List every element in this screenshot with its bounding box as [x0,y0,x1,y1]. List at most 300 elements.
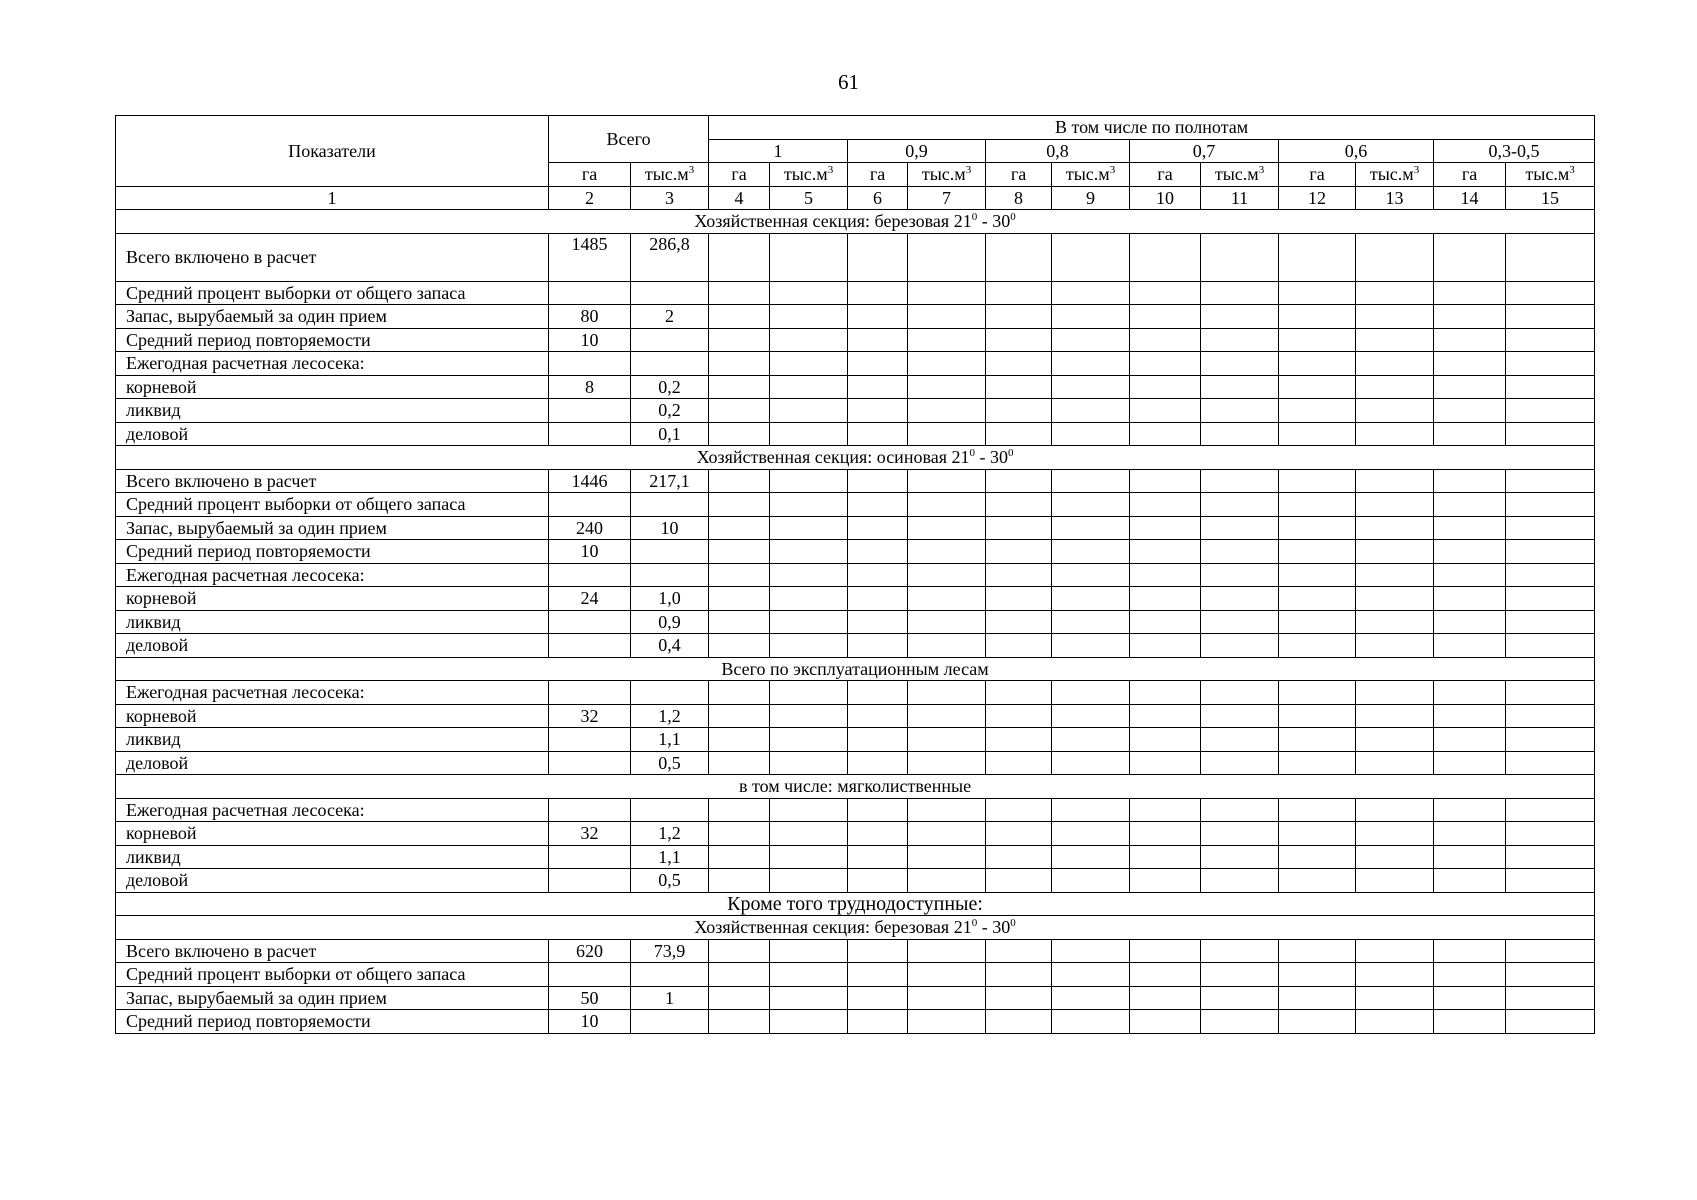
empty-cell [1506,493,1595,517]
empty-cell [1201,587,1279,611]
total-ha-cell [549,563,631,587]
empty-cell [908,634,986,658]
row-label: Средний период повторяемости [116,328,549,352]
empty-cell [770,587,848,611]
empty-cell [908,751,986,775]
total-ha-cell: 32 [549,822,631,846]
empty-cell [1052,963,1130,987]
empty-cell [1052,233,1130,281]
empty-cell [1052,1010,1130,1034]
empty-cell [908,869,986,893]
row-label: Ежегодная расчетная лесосека: [116,681,549,705]
empty-cell [908,305,986,329]
empty-cell [1130,328,1201,352]
density-header: 0,6 [1279,139,1434,163]
empty-cell [908,233,986,281]
empty-cell [770,469,848,493]
total-ha-cell [549,422,631,446]
table-body [116,116,1595,1034]
empty-cell [1434,798,1506,822]
empty-cell [709,798,770,822]
empty-cell [908,328,986,352]
section-title-degree: 0 [1007,447,1014,460]
total-volume-cell: 217,1 [631,469,709,493]
empty-cell [1356,822,1434,846]
empty-cell [986,869,1052,893]
table-row [116,681,1595,705]
unit-volume-exponent: 3 [1258,164,1265,177]
empty-cell [1130,516,1201,540]
row-label: корневой [116,375,549,399]
empty-cell [1130,939,1201,963]
unit-volume-exponent: 3 [965,164,972,177]
unit-volume [770,163,848,187]
empty-cell [1434,540,1506,564]
total-volume-cell [631,281,709,305]
empty-cell [1130,751,1201,775]
empty-cell [1506,751,1595,775]
empty-cell [1279,305,1356,329]
empty-cell [1356,986,1434,1010]
empty-cell [986,728,1052,752]
empty-cell [1052,822,1130,846]
section-title-text: в том числе: мягколиственные [738,776,972,797]
empty-cell [986,516,1052,540]
section-title-range: - 30 [977,211,1011,232]
empty-cell [770,540,848,564]
table-row [116,516,1595,540]
table-row [116,634,1595,658]
empty-cell [908,986,986,1010]
table-row [116,422,1595,446]
empty-cell [848,610,908,634]
empty-cell [1201,540,1279,564]
empty-cell [848,352,908,376]
empty-cell [1130,540,1201,564]
table-row [116,798,1595,822]
empty-cell [1356,751,1434,775]
row-label: Средний процент выборки от общего запаса [116,281,549,305]
empty-cell [986,634,1052,658]
section-title-text: Всего по эксплуатационным лесам [721,658,989,679]
empty-cell [1130,986,1201,1010]
empty-cell [986,493,1052,517]
empty-cell [1201,939,1279,963]
empty-cell [1130,563,1201,587]
empty-cell [1130,845,1201,869]
section-title-row [116,916,1595,940]
empty-cell [1279,563,1356,587]
empty-cell [1279,939,1356,963]
total-volume-cell [631,1010,709,1034]
unit-volume [1506,163,1595,187]
row-label: Ежегодная расчетная лесосека: [116,798,549,822]
total-ha-cell [549,281,631,305]
row-label: деловой [116,422,549,446]
empty-cell [1201,751,1279,775]
column-number: 12 [1279,186,1356,210]
total-volume-cell: 10 [631,516,709,540]
column-number: 15 [1506,186,1595,210]
total-volume-cell [631,963,709,987]
empty-cell [1130,375,1201,399]
section-title [116,657,1595,681]
total-volume-cell: 1,1 [631,845,709,869]
empty-cell [1279,845,1356,869]
empty-cell [1506,563,1595,587]
empty-cell [709,305,770,329]
unit-volume-text: тыс.м [644,164,689,185]
section-title [116,916,1595,940]
empty-cell [1279,610,1356,634]
page-number: 61 [838,70,859,94]
empty-cell [1130,352,1201,376]
empty-cell [1506,681,1595,705]
empty-cell [1506,986,1595,1010]
section-title [116,210,1595,234]
empty-cell [1356,493,1434,517]
empty-cell [908,469,986,493]
table-row [116,375,1595,399]
empty-cell [1130,822,1201,846]
table-row [116,822,1595,846]
total-volume-cell [631,681,709,705]
empty-cell [770,1010,848,1034]
empty-cell [1052,375,1130,399]
total-ha-cell: 80 [549,305,631,329]
empty-cell [770,422,848,446]
total-volume-cell: 1,1 [631,728,709,752]
total-ha-cell [549,681,631,705]
empty-cell [1201,728,1279,752]
total-ha-cell [549,493,631,517]
empty-cell [709,845,770,869]
row-label: деловой [116,751,549,775]
empty-cell [1279,516,1356,540]
empty-cell [1130,399,1201,423]
empty-cell [1434,233,1506,281]
table-row [116,587,1595,611]
total-ha-cell [549,728,631,752]
empty-cell [1052,634,1130,658]
empty-cell [1506,1010,1595,1034]
total-ha-cell: 8 [549,375,631,399]
empty-cell [848,305,908,329]
total-ha-cell: 10 [549,328,631,352]
empty-cell [986,939,1052,963]
row-label: Запас, вырубаемый за один прием [116,516,549,540]
table-row [116,869,1595,893]
density-header: 0,9 [848,139,986,163]
empty-cell [848,281,908,305]
total-volume-cell: 0,5 [631,751,709,775]
empty-cell [770,352,848,376]
empty-cell [848,375,908,399]
empty-cell [1052,493,1130,517]
empty-cell [770,845,848,869]
empty-cell [908,563,986,587]
empty-cell [770,986,848,1010]
empty-cell [1434,845,1506,869]
empty-cell [1130,704,1201,728]
total-volume-cell: 1,2 [631,822,709,846]
unit-volume-text: тыс.м [1369,164,1414,185]
total-ha-cell [549,399,631,423]
empty-cell [1052,728,1130,752]
empty-cell [1052,563,1130,587]
empty-cell [986,233,1052,281]
row-label: Средний период повторяемости [116,1010,549,1034]
empty-cell [709,822,770,846]
empty-cell [709,540,770,564]
empty-cell [770,563,848,587]
total-volume-cell [631,328,709,352]
total-ha-cell [549,610,631,634]
empty-cell [986,375,1052,399]
total-volume-cell: 1 [631,986,709,1010]
empty-cell [986,305,1052,329]
empty-cell [1434,516,1506,540]
table-row [116,399,1595,423]
empty-cell [1434,563,1506,587]
empty-cell [1506,281,1595,305]
unit-ha: га [986,163,1052,187]
empty-cell [848,634,908,658]
empty-cell [1279,681,1356,705]
table-row [116,281,1595,305]
empty-cell [709,516,770,540]
empty-cell [1434,305,1506,329]
total-volume-cell: 0,9 [631,610,709,634]
empty-cell [1130,422,1201,446]
empty-cell [1356,422,1434,446]
empty-cell [770,704,848,728]
empty-cell [1130,493,1201,517]
empty-cell [1279,1010,1356,1034]
empty-cell [908,493,986,517]
empty-cell [1279,233,1356,281]
empty-cell [908,1010,986,1034]
row-label: деловой [116,869,549,893]
empty-cell [848,1010,908,1034]
table-row [116,563,1595,587]
empty-cell [1201,845,1279,869]
empty-cell [709,704,770,728]
section-title [116,446,1595,470]
empty-cell [1434,822,1506,846]
empty-cell [1506,587,1595,611]
header-row-1 [116,116,1595,140]
empty-cell [1506,869,1595,893]
row-label: корневой [116,822,549,846]
empty-cell [1130,681,1201,705]
empty-cell [709,869,770,893]
section-title-row [116,892,1595,916]
empty-cell [908,798,986,822]
unit-volume-text: тыс.м [1065,164,1110,185]
empty-cell [1130,587,1201,611]
empty-cell [1052,986,1130,1010]
empty-cell [1434,986,1506,1010]
empty-cell [1279,352,1356,376]
table-row [116,540,1595,564]
empty-cell [1279,469,1356,493]
unit-volume-exponent: 3 [1109,164,1116,177]
empty-cell [1356,352,1434,376]
section-title-degree: 0 [971,917,978,930]
empty-cell [1356,563,1434,587]
total-ha-cell: 10 [549,540,631,564]
empty-cell [1506,939,1595,963]
empty-cell [986,845,1052,869]
empty-cell [1130,281,1201,305]
empty-cell [709,751,770,775]
row-label: Запас, вырубаемый за один прием [116,986,549,1010]
total-ha-cell [549,963,631,987]
empty-cell [709,986,770,1010]
empty-cell [1356,375,1434,399]
empty-cell [1201,822,1279,846]
empty-cell [1201,399,1279,423]
density-header: 1 [709,139,848,163]
total-ha-cell: 24 [549,587,631,611]
total-volume-cell [631,798,709,822]
empty-cell [986,751,1052,775]
empty-cell [1052,352,1130,376]
empty-cell [1201,516,1279,540]
empty-cell [770,634,848,658]
column-number: 6 [848,186,908,210]
empty-cell [986,587,1052,611]
row-label: корневой [116,587,549,611]
empty-cell [1434,587,1506,611]
unit-volume-exponent: 3 [827,164,834,177]
density-header: 0,7 [1130,139,1279,163]
empty-cell [1434,328,1506,352]
empty-cell [908,281,986,305]
table-row [116,963,1595,987]
empty-cell [770,751,848,775]
row-label: корневой [116,704,549,728]
row-label: Всего включено в расчет [116,939,549,963]
total-volume-cell: 0,4 [631,634,709,658]
empty-cell [1356,798,1434,822]
empty-cell [1434,681,1506,705]
header-total: Всего [549,116,709,163]
empty-cell [1279,281,1356,305]
empty-cell [1201,352,1279,376]
empty-cell [1506,375,1595,399]
empty-cell [908,681,986,705]
empty-cell [908,540,986,564]
empty-cell [709,1010,770,1034]
empty-cell [1052,399,1130,423]
empty-cell [709,963,770,987]
column-number: 10 [1130,186,1201,210]
section-title-text: Хозяйственная секция: осиновая 21 [696,447,970,468]
total-ha-cell: 10 [549,1010,631,1034]
empty-cell [1052,328,1130,352]
empty-cell [1130,233,1201,281]
empty-cell [1434,610,1506,634]
row-label: Средний процент выборки от общего запаса [116,493,549,517]
empty-cell [986,422,1052,446]
row-label: Ежегодная расчетная лесосека: [116,563,549,587]
empty-cell [1279,634,1356,658]
empty-cell [770,305,848,329]
section-title-text: Хозяйственная секция: березовая 21 [694,917,972,938]
unit-ha: га [1279,163,1356,187]
section-title-text: Хозяйственная секция: березовая 21 [694,211,972,232]
empty-cell [1356,399,1434,423]
column-number: 5 [770,186,848,210]
total-ha-cell [549,751,631,775]
total-ha-cell [549,352,631,376]
empty-cell [848,233,908,281]
empty-cell [1356,869,1434,893]
empty-cell [1356,610,1434,634]
empty-cell [1052,869,1130,893]
empty-cell [1130,963,1201,987]
column-number: 14 [1434,186,1506,210]
total-volume-cell: 0,5 [631,869,709,893]
empty-cell [1356,587,1434,611]
table-row [116,939,1595,963]
empty-cell [848,563,908,587]
empty-cell [1130,305,1201,329]
unit-ha: га [1434,163,1506,187]
empty-cell [1506,610,1595,634]
empty-cell [770,516,848,540]
empty-cell [908,516,986,540]
unit-volume-exponent: 3 [1413,164,1420,177]
section-title-degree: 0 [971,211,978,224]
empty-cell [1279,540,1356,564]
empty-cell [1201,986,1279,1010]
total-volume-cell [631,540,709,564]
row-label: Ежегодная расчетная лесосека: [116,352,549,376]
empty-cell [1201,493,1279,517]
column-number: 11 [1201,186,1279,210]
table-row [116,233,1595,281]
empty-cell [770,399,848,423]
density-header: 0,8 [986,139,1130,163]
empty-cell [986,1010,1052,1034]
empty-cell [1052,469,1130,493]
empty-cell [848,399,908,423]
column-number-row [116,186,1595,210]
empty-cell [1201,1010,1279,1034]
empty-cell [770,681,848,705]
row-label: деловой [116,634,549,658]
empty-cell [986,352,1052,376]
column-number: 9 [1052,186,1130,210]
row-label: ликвид [116,728,549,752]
empty-cell [848,328,908,352]
empty-cell [1506,399,1595,423]
empty-cell [848,869,908,893]
empty-cell [1052,305,1130,329]
empty-cell [1434,375,1506,399]
empty-cell [770,328,848,352]
empty-cell [1356,939,1434,963]
empty-cell [986,563,1052,587]
empty-cell [1506,822,1595,846]
table-row [116,986,1595,1010]
empty-cell [1201,704,1279,728]
total-volume-cell: 0,2 [631,399,709,423]
empty-cell [1201,563,1279,587]
